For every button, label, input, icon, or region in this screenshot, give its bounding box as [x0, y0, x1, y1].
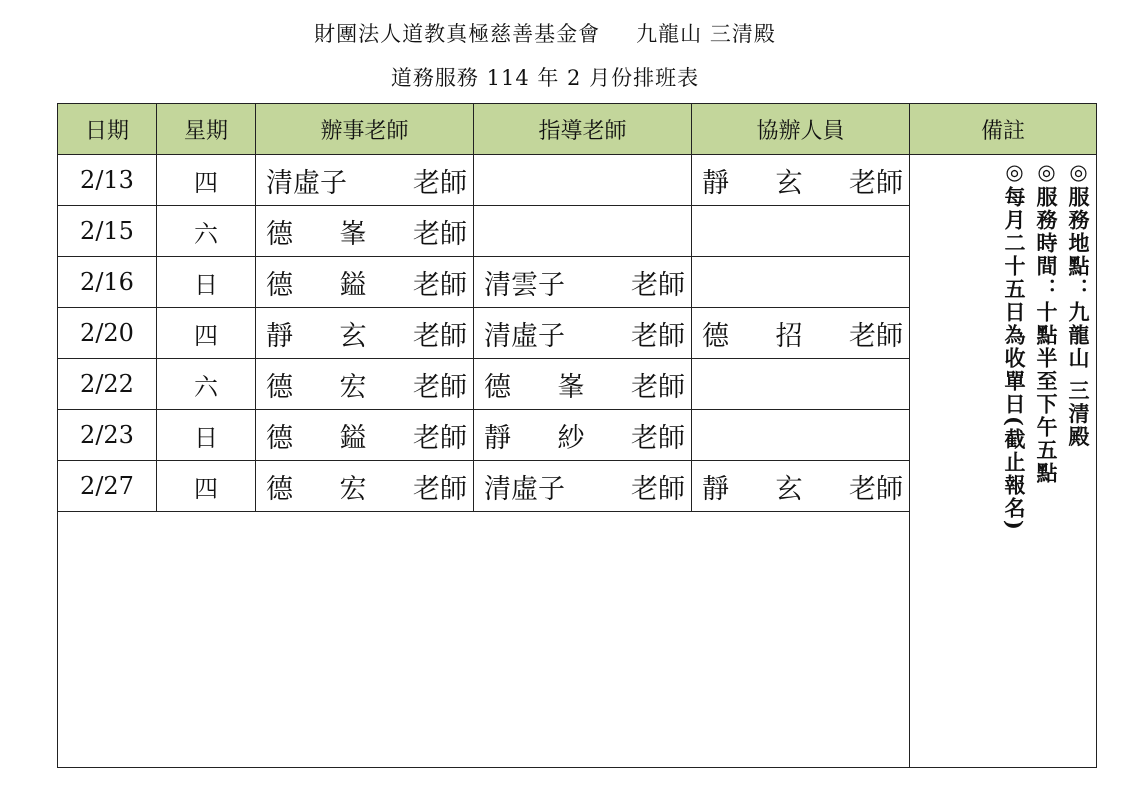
name-part: 老師: [413, 371, 467, 403]
name-part: 老師: [849, 473, 903, 505]
name-part: 清虛子: [484, 473, 565, 505]
ban-teacher-cell: [256, 155, 474, 206]
table-row: [58, 155, 1097, 206]
name-part: 德: [266, 422, 293, 454]
weekday-cell: 四: [157, 461, 256, 512]
date-cell: 2/23: [58, 410, 157, 461]
assistant-cell: [692, 155, 910, 206]
header-notes: 備註: [910, 104, 1097, 155]
name-part: 宏: [339, 371, 367, 403]
name-part: 玄: [775, 473, 803, 505]
name-part: 靜: [484, 422, 511, 454]
zhi-teacher-cell: [474, 155, 692, 206]
ban-teacher-cell: [256, 308, 474, 359]
org-name: 財團法人道教真極慈善基金會: [314, 22, 601, 46]
assistant-cell: [692, 257, 910, 308]
name-part: 老師: [849, 320, 903, 352]
date-cell: 2/16: [58, 257, 157, 308]
date-cell: 2/27: [58, 461, 157, 512]
date-cell: 2/20: [58, 308, 157, 359]
name-part: 老師: [631, 269, 685, 301]
notes-cell: [910, 155, 1097, 768]
name-part: 紗: [557, 422, 585, 454]
zhi-teacher-cell: [474, 206, 692, 257]
name-part: 老師: [413, 167, 467, 199]
name-part: 老師: [413, 473, 467, 505]
name-part: 老師: [413, 218, 467, 250]
header-ban-teacher: 辦事老師: [256, 104, 474, 155]
weekday-cell: 六: [157, 206, 256, 257]
name-part: 老師: [849, 167, 903, 199]
name-part: 德: [266, 269, 293, 301]
name-part: 清雲子: [484, 269, 565, 301]
date-cell: 2/13: [58, 155, 157, 206]
header-zhi-teacher: 指導老師: [474, 104, 692, 155]
name-part: 清虛子: [484, 320, 565, 352]
name-part: 鎰: [339, 422, 367, 454]
assistant-cell: [692, 308, 910, 359]
schedule-table: [57, 103, 1097, 768]
ban-teacher-cell: [256, 257, 474, 308]
ban-teacher-cell: [256, 410, 474, 461]
name-part: 德: [266, 371, 293, 403]
note-line: ◎服務時間：十點半至下午五點: [1034, 159, 1059, 485]
name-part: 德: [484, 371, 511, 403]
name-part: 老師: [631, 371, 685, 403]
zhi-teacher-cell: [474, 308, 692, 359]
name-part: 峯: [557, 371, 585, 403]
name-part: 靜: [702, 473, 729, 505]
header-date: 日期: [58, 104, 157, 155]
name-part: 老師: [413, 320, 467, 352]
assistant-cell: [692, 410, 910, 461]
header-weekday: 星期: [157, 104, 256, 155]
name-part: 峯: [339, 218, 367, 250]
name-part: 德: [266, 218, 293, 250]
ban-teacher-cell: [256, 206, 474, 257]
date-cell: 2/22: [58, 359, 157, 410]
name-part: 老師: [631, 422, 685, 454]
empty-area: [58, 512, 910, 768]
name-part: 靜: [702, 167, 729, 199]
zhi-teacher-cell: [474, 461, 692, 512]
assistant-cell: [692, 461, 910, 512]
document-title: [0, 18, 1090, 48]
zhi-teacher-cell: [474, 257, 692, 308]
weekday-cell: 四: [157, 308, 256, 359]
document-subtitle: 道務服務 114 年 2 月份排班表: [390, 66, 700, 90]
assistant-cell: [692, 359, 910, 410]
name-part: 清虛子: [266, 167, 347, 199]
zhi-teacher-cell: [474, 359, 692, 410]
note-line: ◎每月二十五日為收單日(截止報名): [1002, 159, 1027, 532]
name-part: 老師: [413, 422, 467, 454]
header-assistant: 協辦人員: [692, 104, 910, 155]
name-part: 老師: [631, 320, 685, 352]
name-part: 玄: [339, 320, 367, 352]
table-header-row: [58, 104, 1097, 155]
temple-name: 九龍山 三清殿: [636, 22, 776, 46]
ban-teacher-cell: [256, 461, 474, 512]
ban-teacher-cell: [256, 359, 474, 410]
name-part: 老師: [413, 269, 467, 301]
weekday-cell: 六: [157, 359, 256, 410]
name-part: 玄: [775, 167, 803, 199]
name-part: 靜: [266, 320, 293, 352]
name-part: 招: [775, 320, 803, 352]
weekday-cell: 日: [157, 410, 256, 461]
weekday-cell: 四: [157, 155, 256, 206]
name-part: 老師: [631, 473, 685, 505]
weekday-cell: 日: [157, 257, 256, 308]
date-cell: 2/15: [58, 206, 157, 257]
name-part: 宏: [339, 473, 367, 505]
zhi-teacher-cell: [474, 410, 692, 461]
name-part: 鎰: [339, 269, 367, 301]
assistant-cell: [692, 206, 910, 257]
name-part: 德: [702, 320, 729, 352]
note-line: ◎服務地點：九龍山 三清殿: [1066, 159, 1091, 449]
name-part: 德: [266, 473, 293, 505]
